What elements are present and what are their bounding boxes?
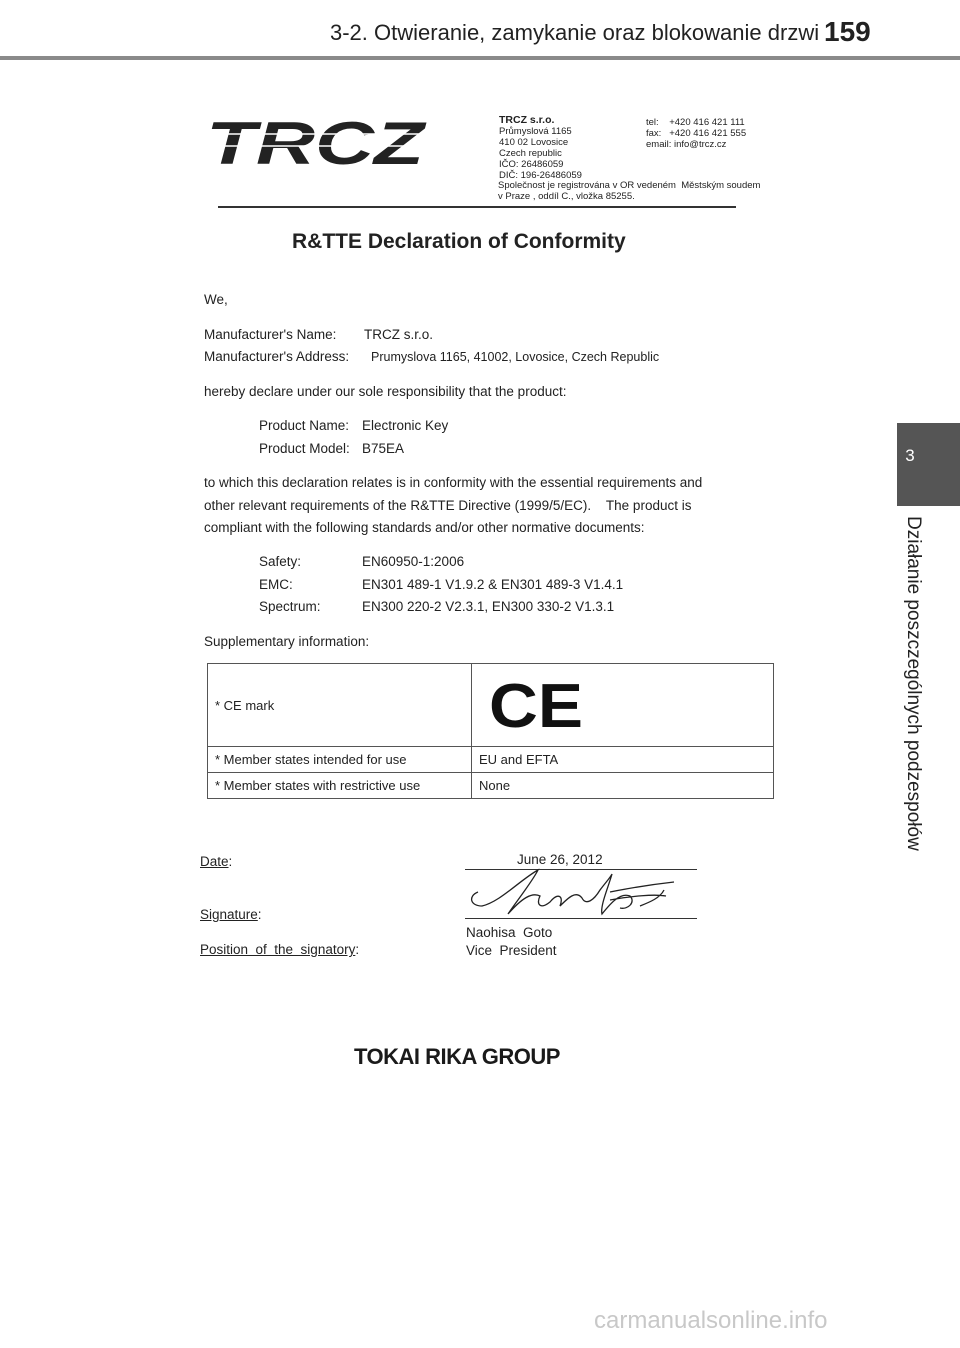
- signature-label-text: Signature: [200, 907, 258, 922]
- ce-mark-text: CE: [489, 675, 583, 735]
- letterhead-divider: [218, 206, 736, 208]
- manufacturer-name-label: Manufacturer's Name:: [204, 327, 337, 342]
- standard-emc: EN301 489-1 V1.9.2 & EN301 489-3 V1.4.1: [362, 577, 624, 592]
- page-number: 159: [824, 16, 871, 47]
- manufacturer-address: Prumyslova 1165, 41002, Lovosice, Czech Republic: [371, 350, 660, 364]
- conformity-line: to which this declaration relates is in conformity with the essential requirements and: [204, 475, 703, 490]
- chapter-tab-label: Działanie poszczególnych podzespołów: [903, 516, 924, 851]
- watermark: carmanualsonline.info: [594, 1307, 828, 1334]
- product-model: B75EA: [362, 441, 405, 456]
- standard-safety-label: Safety:: [259, 554, 302, 569]
- date-label: Date:: [200, 854, 233, 869]
- standard-spectrum: EN300 220-2 V2.3.1, EN300 330-2 V1.3.1: [362, 599, 615, 614]
- company-name: TRCZ s.r.o.: [499, 114, 555, 126]
- letterhead-registration: [498, 180, 760, 202]
- chapter-tab-number: 3: [905, 446, 915, 465]
- table-row: [208, 773, 774, 799]
- letterhead-address: [499, 115, 582, 181]
- position-label: Position of the signatory:: [200, 942, 360, 957]
- signer-name: Naohisa Goto: [466, 925, 553, 940]
- product-name-label: Product Name:: [259, 418, 350, 433]
- date-value: June 26, 2012: [517, 852, 603, 867]
- registration-line: v Praze , oddíl C., vložka 85255.: [498, 191, 635, 202]
- conformity-line: other relevant requirements of the R&TTE Directive (1999/5/EC). The product is: [204, 498, 692, 513]
- address-line: Průmyslová 1165: [499, 126, 572, 137]
- contact-line: tel: +420 416 421 111: [646, 117, 745, 128]
- address-line: 410 02 Lovosice: [499, 137, 569, 148]
- address-line: DIČ: 196-26486059: [499, 170, 582, 181]
- declaration-we: We,: [204, 292, 228, 307]
- supplementary-label: Supplementary information:: [204, 634, 370, 649]
- contact-line: fax: +420 416 421 555: [646, 128, 747, 139]
- position-label-text: Position of the signatory: [200, 942, 356, 957]
- standard-emc-label: EMC:: [259, 577, 293, 592]
- address-line: Czech republic: [499, 148, 562, 159]
- table-cell-value: [472, 664, 774, 747]
- registration-line: Společnost je registrována v OR vedeném Městským soudem: [498, 180, 761, 191]
- signer-position: Vice President: [466, 943, 557, 958]
- signature-label: Signature:: [200, 907, 262, 922]
- conformity-line: compliant with the following standards and/or other normative documents:: [204, 520, 645, 535]
- address-line: IČO: 26486059: [499, 159, 564, 170]
- trcz-logo: [202, 112, 430, 170]
- declaration-title: R&TTE Declaration of Conformity: [292, 230, 626, 253]
- product-model-label: Product Model:: [259, 441, 350, 456]
- product-name: Electronic Key: [362, 418, 449, 433]
- handwritten-signature: [460, 862, 690, 920]
- date-label-text: Date: [200, 854, 229, 869]
- table-cell-label: * Member states intended for use: [208, 747, 472, 773]
- declaration-statement: hereby declare under our sole responsibility that the product:: [204, 384, 567, 399]
- table-row: [208, 747, 774, 773]
- supplementary-table: [207, 663, 774, 799]
- table-cell-value: EU and EFTA: [472, 747, 774, 773]
- header-divider: [0, 56, 960, 60]
- standard-safety: EN60950-1:2006: [362, 554, 465, 569]
- manufacturer-name: TRCZ s.r.o.: [364, 327, 434, 342]
- table-cell-label: * CE mark: [208, 664, 472, 747]
- manufacturer-address-label: Manufacturer's Address:: [204, 349, 350, 364]
- table-cell-label: * Member states with restrictive use: [208, 773, 472, 799]
- section-title: 3-2. Otwieranie, zamykanie oraz blokowanie drzwi: [330, 20, 820, 45]
- signature-line: [465, 918, 697, 919]
- trcz-logo-text: TRCZ: [206, 112, 428, 170]
- table-cell-value: None: [472, 773, 774, 799]
- ce-mark-icon: [489, 675, 585, 735]
- tokai-rika-group-logo: TOKAI RIKA GROUP: [354, 1044, 560, 1069]
- letterhead-contact: [646, 117, 746, 150]
- standard-spectrum-label: Spectrum:: [259, 599, 321, 614]
- table-row: [208, 664, 774, 747]
- contact-line: email: info@trcz.cz: [646, 139, 727, 150]
